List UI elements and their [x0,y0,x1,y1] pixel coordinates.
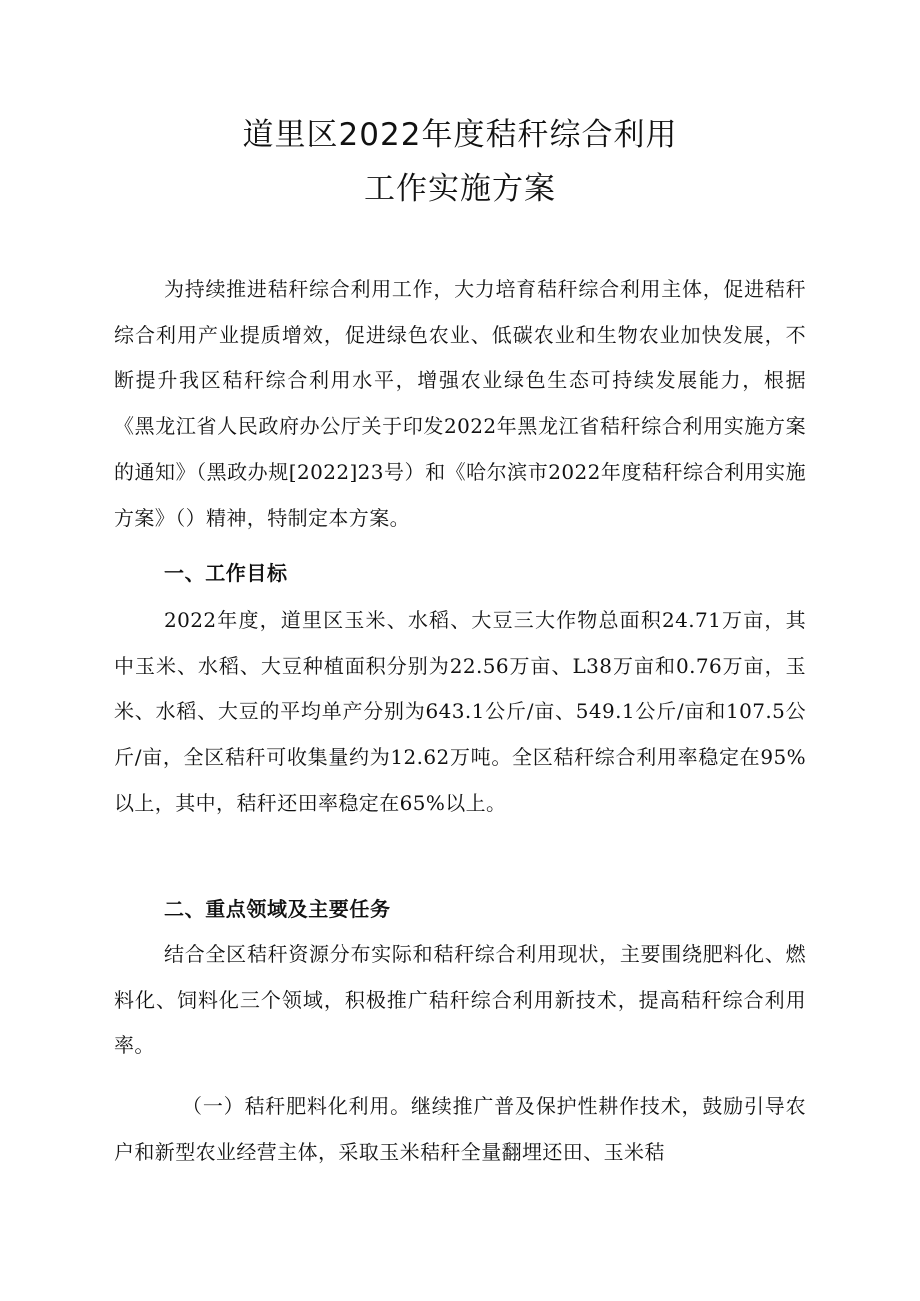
subsection1-paragraph: （一）秸秆肥料化利用。继续推广普及保护性耕作技术，鼓励引导农户和新型农业经营主体，采取玉米秸秆全量翻埋还田、玉米秸 [114,1094,806,1164]
section2-paragraph: 结合全区秸秆资源分布实际和秸秆综合利用现状，主要围绕肥料化、燃料化、饲料化三个领域，积极推广秸秆综合利用新技术，提高秸秆综合利用率。 [114,942,806,1058]
section2-heading: 二、重点领域及主要任务 [164,897,391,921]
section1-paragraph: 2022年度，道里区玉米、水稻、大豆三大作物总面积24.71万亩，其中玉米、水稻、大豆种植面积分别为22.56万亩、L38万亩和0.76万亩，玉米、水稻、大豆的平均单产分别为643.1公斤/亩、549.1公斤/亩和107.5公斤/亩，全区秸秆可收集量约为12.62万吨。全区秸秆综合利用率稳定在95%以上，其中，秸秆还田率稳定在65%以上。 [114,608,806,815]
section1-heading: 一、工作目标 [164,561,288,585]
intro-paragraph: 为持续推进秸秆综合利用工作，大力培育秸秆综合利用主体，促进秸秆综合利用产业提质增效，促进绿色农业、低碳农业和生物农业加快发展，不断提升我区秸秆综合利用水平，增强农业绿色生态可持续发展能力，根据《黑龙江省人民政府办公厅关于印发2022年黑龙江省秸秆综合利用实施方案的通知》（黑政办规[2022]23号）和《哈尔滨市2022年度秸秆综合利用实施方案》（）精神，特制定本方案。 [114,277,806,530]
document-title-line2: 工作实施方案 [364,171,556,207]
document-title-line1: 道里区2022年度秸秆综合利用 [242,117,678,153]
